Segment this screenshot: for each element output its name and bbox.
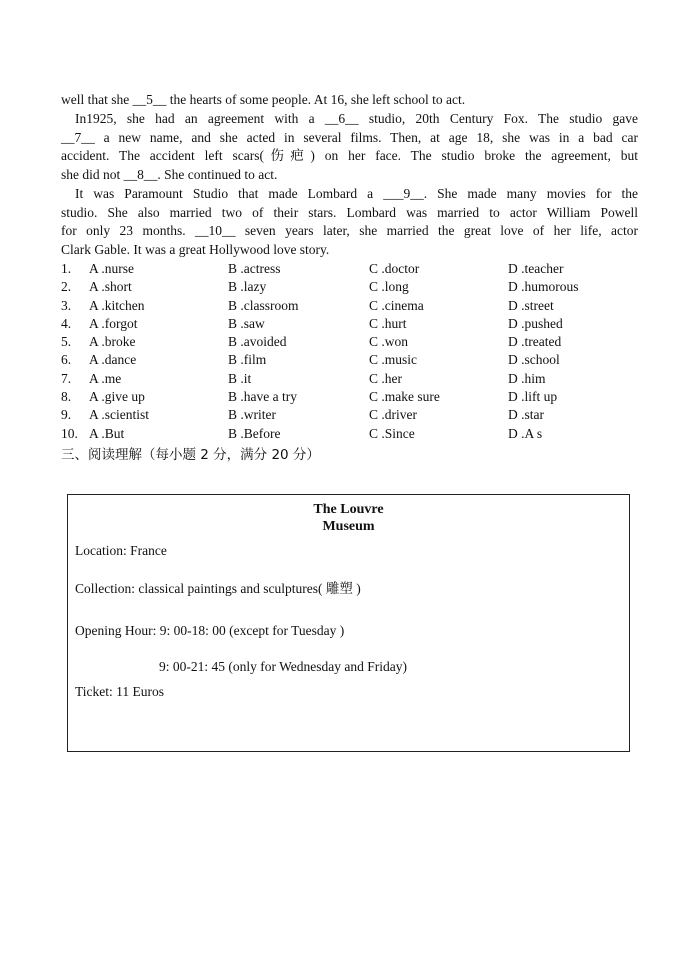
option-row <box>61 351 661 369</box>
option-b: B .have a try <box>228 389 297 405</box>
passage-line: It was Paramount Studio that made Lombard a ___9__. She made many movies for the <box>75 186 638 201</box>
option-a: A .forgot <box>89 315 138 331</box>
question-number: 3. <box>61 297 72 313</box>
option-c: C .hurt <box>369 315 407 331</box>
question-number: 10. <box>61 425 78 441</box>
passage-line: for only 23 months. __10__ seven years later, she married the great love of her life, actor <box>61 223 638 239</box>
passage-paragraph-2 <box>61 110 638 184</box>
passage-line: In1925, she had an agreement with a __6__ studio, 20th Century Fox. The studio gave <box>75 111 638 126</box>
passage-line: studio. She also married two of their stars. Lombard was married to actor William Powell <box>61 204 638 220</box>
option-a: A .kitchen <box>89 297 145 313</box>
option-c: C .won <box>369 334 409 350</box>
question-number: 2. <box>61 279 72 295</box>
section-heading: 三、阅读理解（每小题 2 分，满分 20 分） <box>61 447 320 463</box>
option-b: B .writer <box>228 407 276 423</box>
option-a: A .broke <box>89 334 136 350</box>
question-number: 8. <box>61 389 72 405</box>
option-c: C .Since <box>369 425 415 441</box>
option-c: C .her <box>369 370 402 386</box>
option-d: D .pushed <box>508 315 563 331</box>
passage-line: she did not __8__. She continued to act. <box>61 166 278 182</box>
box-title-line-2: Museum <box>322 519 375 534</box>
question-number: 5. <box>61 334 72 350</box>
option-d: D .street <box>508 297 554 313</box>
option-row <box>61 370 661 388</box>
passage-line: Clark Gable. It was a great Hollywood love story. <box>61 241 330 257</box>
collection-line: Collection: classical paintings and sculptures( 雕塑 ) <box>75 581 361 596</box>
option-d: D .lift up <box>508 389 558 405</box>
option-d: D .star <box>508 407 544 423</box>
option-c: C .make sure <box>369 389 440 405</box>
option-a: A .short <box>89 279 132 295</box>
option-row <box>61 260 661 278</box>
passage-line: well that she __5__ the hearts of some people. At 16, she left school to act. <box>61 92 466 107</box>
option-d: D .him <box>508 370 546 386</box>
box-title-line-1: The Louvre <box>313 502 384 517</box>
passage-line: __7__ a new name, and she acted in several films. Then, at age 18, she was in a bad car <box>61 129 638 145</box>
option-row <box>61 297 661 315</box>
option-a: A .me <box>89 370 122 386</box>
option-d: D .treated <box>508 334 562 350</box>
option-row <box>61 278 661 296</box>
option-b: B .film <box>228 352 267 368</box>
option-b: B .it <box>228 370 252 386</box>
question-number: 4. <box>61 315 72 331</box>
option-b: B .avoided <box>228 334 287 350</box>
louvre-info-box <box>67 494 630 752</box>
option-b: B .saw <box>228 315 265 331</box>
passage-paragraph-1 <box>61 91 638 110</box>
question-number: 7. <box>61 370 72 386</box>
option-a: A .But <box>89 425 125 441</box>
option-c: C .cinema <box>369 297 424 313</box>
location-line: Location: France <box>75 543 167 558</box>
option-a: A .scientist <box>89 407 149 423</box>
option-d: D .school <box>508 352 560 368</box>
option-a: A .give up <box>89 389 145 405</box>
opening-hour-line: Opening Hour: 9: 00-18: 00 (except for Tuesday ) <box>75 623 345 638</box>
option-b: B .classroom <box>228 297 299 313</box>
passage-line: accident. The accident left scars(伤疤) on her face. The studio broke the agreement, but <box>61 148 638 164</box>
option-b: B .actress <box>228 261 281 276</box>
option-a: A .dance <box>89 352 137 368</box>
option-row <box>61 333 661 351</box>
option-a: A .nurse <box>89 261 134 276</box>
option-b: B .Before <box>228 425 281 441</box>
option-c: C .long <box>369 279 409 295</box>
option-c: C .music <box>369 352 418 368</box>
option-row <box>61 315 661 333</box>
option-row <box>61 425 661 443</box>
option-row <box>61 388 661 406</box>
option-d: D .teacher <box>508 261 564 276</box>
question-number: 6. <box>61 352 72 368</box>
passage-paragraph-3 <box>61 185 638 259</box>
question-number: 9. <box>61 407 72 423</box>
option-d: D .humorous <box>508 279 579 295</box>
option-c: C .doctor <box>369 261 420 276</box>
question-number: 1. <box>61 261 72 276</box>
option-c: C .driver <box>369 407 417 423</box>
opening-hour-extra-line: 9: 00-21: 45 (only for Wednesday and Friday) <box>159 659 407 674</box>
option-b: B .lazy <box>228 279 267 295</box>
option-d: D .A s <box>508 425 543 441</box>
ticket-line: Ticket: 11 Euros <box>75 684 165 699</box>
option-row <box>61 406 661 424</box>
answer-options <box>61 260 661 443</box>
